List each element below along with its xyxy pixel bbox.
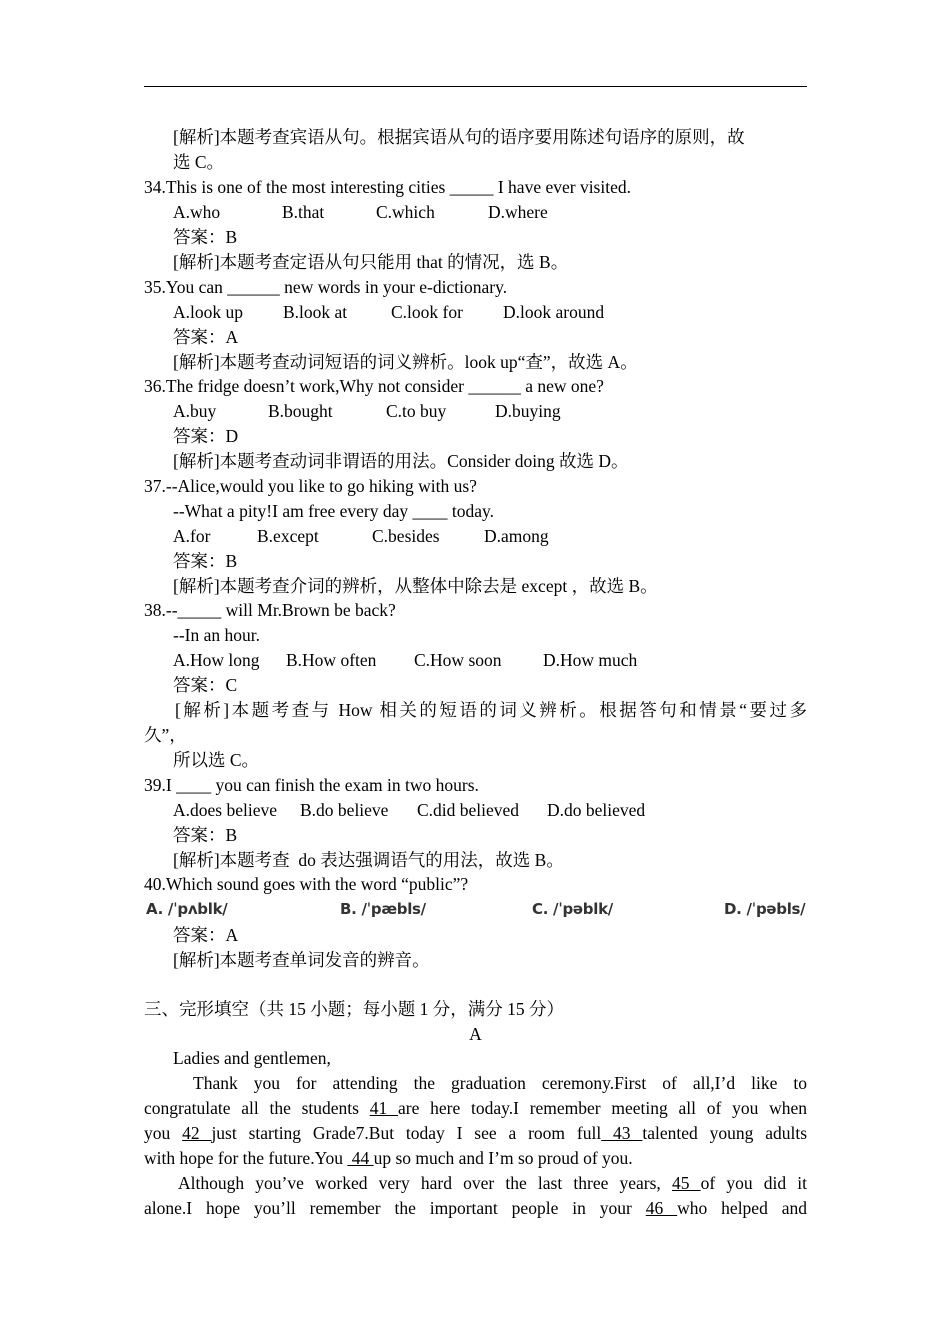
q39-option-d: D.do believed: [547, 800, 646, 820]
q39-option-a: A.does believe: [173, 800, 277, 820]
q34-analysis: [解析]本题考查定语从句只能用 that 的情况，选 B。: [173, 252, 569, 272]
q35-answer: 答案：A: [173, 327, 239, 347]
passage-text: with hope for the future.You: [144, 1148, 348, 1168]
q36-option-d: D.buying: [495, 401, 561, 421]
q40-stem: 40.Which sound goes with the word “public”?: [144, 874, 469, 894]
passage-text: are here today.I remember meeting all of you when: [398, 1098, 808, 1118]
q40-answer: 答案：A: [173, 925, 239, 945]
q36-option-a: A.buy: [173, 401, 217, 421]
passage-text: just starting Grade7.But today I see a room full: [211, 1123, 602, 1143]
passage-text: talented young adults: [642, 1123, 808, 1143]
passage-p2-line1: [178, 1171, 807, 1195]
passage-p1-line4: [144, 1146, 633, 1170]
q37-answer: 答案：B: [173, 551, 238, 571]
q35-option-d: D.look around: [503, 302, 605, 322]
header-rule: [144, 86, 807, 87]
q39-stem: 39.I ____ you can finish the exam in two hours.: [144, 775, 479, 795]
q35-option-a: A.look up: [173, 302, 243, 322]
q39-option-b: B.do believe: [300, 800, 389, 820]
q36-answer: 答案：D: [173, 426, 239, 446]
q38-answer: 答案：C: [173, 675, 238, 695]
q36-option-c: C.to buy: [386, 401, 447, 421]
blank-43: 43: [601, 1123, 643, 1143]
q37-analysis: [解析]本题考查介词的辨析，从整体中除去是 except ，故选 B。: [173, 576, 658, 596]
q38-stem-line2: --In an hour.: [173, 625, 260, 645]
q37-stem-line2: --What a pity!I am free every day ____ today.: [173, 501, 495, 521]
q33-analysis-line2: 选 C。: [173, 152, 225, 172]
q36-analysis: [解析]本题考查动词非谓语的用法。Consider doing 故选 D。: [173, 451, 629, 471]
q34-option-b: B.that: [282, 202, 325, 222]
q37-option-c: C.besides: [372, 526, 440, 546]
q35-stem: 35.You can ______ new words in your e-dictionary.: [144, 277, 508, 297]
q38-option-d: D.How much: [543, 650, 638, 670]
q40-option-a: A. /ˈpʌblk/: [146, 900, 228, 918]
q40-option-b: B. /ˈpæbls/: [340, 900, 426, 918]
q34-option-a: A.who: [173, 202, 221, 222]
blank-42: 42: [182, 1123, 212, 1143]
q35-analysis: [解析]本题考查动词短语的词义辨析。look up“查”，故选 A。: [173, 352, 638, 372]
passage-text: of you did it: [700, 1173, 807, 1193]
q40-analysis: [解析]本题考查单词发音的辨音。: [173, 950, 430, 970]
q35-option-b: B.look at: [283, 302, 348, 322]
q38-option-c: C.How soon: [414, 650, 502, 670]
q37-option-d: D.among: [484, 526, 549, 546]
q36-stem: 36.The fridge doesn’t work,Why not consider ______ a new one?: [144, 376, 604, 396]
passage-text: Although you’ve worked very hard over the last three years,: [178, 1173, 672, 1193]
q38-option-b: B.How often: [286, 650, 377, 670]
passage-greeting: Ladies and gentlemen,: [173, 1048, 331, 1068]
passage-p1-line2: [144, 1096, 807, 1120]
passage-p1-line3: [144, 1121, 807, 1145]
q34-answer: 答案：B: [173, 227, 238, 247]
q38-option-a: A.How long: [173, 650, 260, 670]
q34-option-c: C.which: [376, 202, 435, 222]
q34-stem: 34.This is one of the most interesting cities _____ I have ever visited.: [144, 177, 631, 197]
q34-option-d: D.where: [488, 202, 548, 222]
passage-text: congratulate all the students: [144, 1098, 370, 1118]
q38-analysis-line2: 久”，: [144, 725, 187, 745]
q38-stem-line1: 38.--_____ will Mr.Brown be back?: [144, 600, 396, 620]
passage-text: up so much and I’m so proud of you.: [373, 1148, 633, 1168]
q39-answer: 答案：B: [173, 825, 238, 845]
section-heading: 三、完形填空（共 15 小题；每小题 1 分，满分 15 分）: [144, 999, 564, 1019]
q38-analysis-line1: [解析]本题考查与 How 相关的短语的词义辨析。根据答句和情景“要过多: [175, 700, 807, 720]
passage-p1-line1: Thank you for attending the graduation ceremony.First of all,I’d like to: [193, 1073, 807, 1093]
passage-text: who helped and: [677, 1198, 807, 1218]
q37-option-b: B.except: [257, 526, 319, 546]
passage-text: alone.I hope you’ll remember the important people in your: [144, 1198, 646, 1218]
blank-45: 45: [671, 1173, 701, 1193]
passage-label: A: [469, 1024, 482, 1044]
q38-analysis-line3: 所以选 C。: [173, 750, 260, 770]
q40-option-d: D. /ˈpəbls/: [724, 900, 806, 918]
q36-option-b: B.bought: [268, 401, 333, 421]
q39-analysis: [解析]本题考查 do 表达强调语气的用法，故选 B。: [173, 850, 564, 870]
passage-p2-line2: [144, 1196, 807, 1220]
passage-text: you: [144, 1123, 183, 1143]
q37-stem-line1: 37.--Alice,would you like to go hiking with us?: [144, 476, 477, 496]
q40-option-c: C. /ˈpəblk/: [532, 900, 613, 918]
q33-analysis-line1: [解析]本题考查宾语从句。根据宾语从句的语序要用陈述句语序的原则，故: [173, 127, 745, 147]
blank-44: 44: [347, 1148, 374, 1168]
q37-option-a: A.for: [173, 526, 211, 546]
q35-option-c: C.look for: [391, 302, 463, 322]
blank-41: 41: [369, 1098, 399, 1118]
q39-option-c: C.did believed: [417, 800, 520, 820]
blank-46: 46: [645, 1198, 678, 1218]
